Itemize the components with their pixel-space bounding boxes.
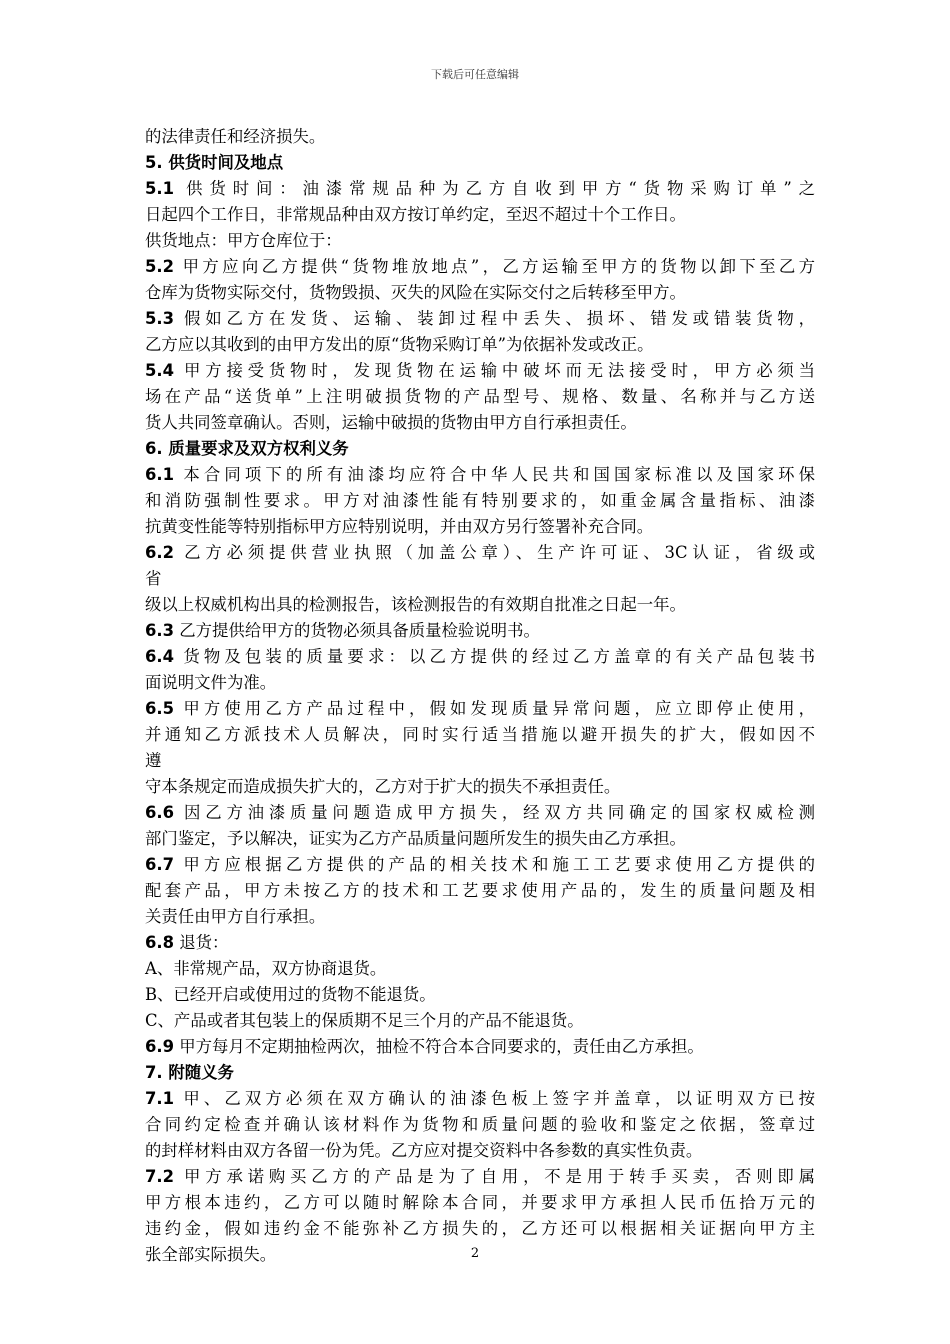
line-text: 货物及包装的质量要求：以乙方提供的经过乙方盖章的有关产品包装书 xyxy=(174,647,815,666)
clause-number: 5. xyxy=(145,153,163,172)
text-line xyxy=(145,670,815,696)
line-text: 退货： xyxy=(174,933,229,952)
text-line xyxy=(145,540,815,566)
line-text: 甲方承诺购买乙方的产品是为了自用，不是用于转手买卖，否则即属 xyxy=(174,1167,815,1186)
line-text: 本合同项下的所有油漆均应符合中华人民共和国国家标准以及国家环保 xyxy=(174,465,815,484)
line-text: 关责任由甲方自行承担。 xyxy=(145,907,326,926)
document-body xyxy=(145,124,815,1268)
line-text: 甲方应向乙方提供“货物堆放地点”，乙方运输至甲方的货物以卸下至乙方 xyxy=(174,257,815,276)
line-text: 遵 xyxy=(145,751,162,770)
text-line xyxy=(145,982,815,1008)
line-text: 乙方必须提供营业执照（加盖公章）、生产许可证、3C认证，省级或 xyxy=(174,543,815,562)
text-line xyxy=(145,566,815,592)
text-line xyxy=(145,904,815,930)
line-text: 守本条规定而造成损失扩大的，乙方对于扩大的损失不承担责任。 xyxy=(145,777,621,796)
line-text: 抗黄变性能等特别指标甲方应特别说明，并由双方另行签署补充合同。 xyxy=(145,517,654,536)
line-text: 甲方接受货物时，发现货物在运输中破坏而无法接受时，甲方必须当 xyxy=(174,361,815,380)
line-text: 场在产品“送货单”上注明破损货物的产品型号、规格、数量、名称并与乙方送 xyxy=(145,387,815,406)
text-line xyxy=(145,878,815,904)
text-line xyxy=(145,1008,815,1034)
clause-number: 7. xyxy=(145,1063,163,1082)
text-line xyxy=(145,592,815,618)
text-line xyxy=(145,1216,815,1242)
text-line xyxy=(145,722,815,748)
text-line xyxy=(145,1138,815,1164)
text-line xyxy=(145,514,815,540)
line-text: 甲方根本违约，乙方可以随时解除本合同，并要求甲方承担人民币伍拾万元的 xyxy=(145,1193,815,1212)
text-line xyxy=(145,774,815,800)
clause-number: 6.5 xyxy=(145,699,175,718)
line-text: 甲方每月不定期抽检两次，抽检不符合本合同要求的，责任由乙方承担。 xyxy=(174,1037,704,1056)
clause-number: 6.2 xyxy=(145,543,175,562)
line-text: 供货地点：甲方仓库位于： xyxy=(145,231,342,250)
text-line xyxy=(145,124,815,150)
text-line xyxy=(145,1112,815,1138)
page-number: 2 xyxy=(470,1246,480,1261)
text-line xyxy=(145,618,815,644)
line-text: 级以上权威机构出具的检测报告，该检测报告的有效期自批准之日起一年。 xyxy=(145,595,686,614)
clause-number: 6.8 xyxy=(145,933,175,952)
text-line xyxy=(145,956,815,982)
line-text: 省 xyxy=(145,569,162,588)
clause-number: 7.2 xyxy=(145,1167,175,1186)
text-line xyxy=(145,202,815,228)
line-text: 因乙方油漆质量问题造成甲方损失，经双方共同确定的国家权威检测 xyxy=(174,803,815,822)
line-text: 部门鉴定，予以解决，证实为乙方产品质量问题所发生的损失由乙方承担。 xyxy=(145,829,686,848)
line-text: A、非常规产品，双方协商退货。 xyxy=(145,959,387,978)
clause-number: 6.3 xyxy=(145,621,175,640)
line-text: B、已经开启或使用过的货物不能退货。 xyxy=(145,985,436,1004)
text-line xyxy=(145,800,815,826)
text-line xyxy=(145,462,815,488)
clause-number: 7.1 xyxy=(145,1089,175,1108)
text-line xyxy=(145,748,815,774)
text-line xyxy=(145,826,815,852)
text-line xyxy=(145,644,815,670)
text-line xyxy=(145,488,815,514)
line-text: 假如乙方在发货、运输、装卸过程中丢失、损坏、错发或错装货物， xyxy=(174,309,815,328)
text-line xyxy=(145,852,815,878)
line-text: 乙方提供给甲方的货物必须具备质量检验说明书。 xyxy=(174,621,540,640)
line-text: 合同约定检查并确认该材料作为货物和质量问题的验收和鉴定之依据，签章过 xyxy=(145,1115,815,1134)
clause-number: 6.9 xyxy=(145,1037,175,1056)
text-line xyxy=(145,696,815,722)
line-text: 违约金，假如违约金不能弥补乙方损失的，乙方还可以根据相关证据向甲方主 xyxy=(145,1219,815,1238)
text-line xyxy=(145,254,815,280)
page-header: 下载后可任意编辑 xyxy=(431,68,519,81)
line-text: 仓库为货物实际交付，货物毁损、灭失的风险在实际交付之后转移至甲方。 xyxy=(145,283,686,302)
line-text: 附随义务 xyxy=(162,1063,234,1082)
text-line xyxy=(145,1086,815,1112)
line-text: 货人共同签章确认。否则，运输中破损的货物由甲方自行承担责任。 xyxy=(145,413,637,432)
line-text: 甲、乙双方必须在双方确认的油漆色板上签字并盖章，以证明双方已按 xyxy=(174,1089,815,1108)
clause-number: 6. xyxy=(145,439,163,458)
text-line xyxy=(145,306,815,332)
text-line xyxy=(145,384,815,410)
line-text: 乙方应以其收到的由甲方发出的原“货物采购订单”为依据补发或改正。 xyxy=(145,335,654,354)
line-text: 日起四个工作日，非常规品种由双方按订单约定，至迟不超过十个工作日。 xyxy=(145,205,686,224)
line-text: 面说明文件为准。 xyxy=(145,673,277,692)
text-line xyxy=(145,1034,815,1060)
line-text: 甲方使用乙方产品过程中，假如发现质量异常问题，应立即停止使用， xyxy=(174,699,815,718)
text-line xyxy=(145,1060,815,1086)
clause-number: 6.6 xyxy=(145,803,175,822)
clause-number: 5.2 xyxy=(145,257,175,276)
line-text: 的封样材料由双方各留一份为凭。乙方应对提交资料中各参数的真实性负责。 xyxy=(145,1141,703,1160)
clause-number: 5.3 xyxy=(145,309,175,328)
line-text: C、产品或者其包装上的保质期不足三个月的产品不能退货。 xyxy=(145,1011,584,1030)
clause-number: 6.4 xyxy=(145,647,175,666)
line-text: 供货时间及地点 xyxy=(162,153,284,172)
line-text: 并通知乙方派技术人员解决，同时实行适当措施以避开损失的扩大，假如因不 xyxy=(145,725,815,744)
text-line xyxy=(145,1190,815,1216)
text-line xyxy=(145,410,815,436)
line-text: 甲方应根据乙方提供的产品的相关技术和施工工艺要求使用乙方提供的 xyxy=(174,855,815,874)
text-line xyxy=(145,228,815,254)
clause-number: 6.7 xyxy=(145,855,175,874)
line-text: 的法律责任和经济损失。 xyxy=(145,127,326,146)
text-line xyxy=(145,930,815,956)
text-line xyxy=(145,332,815,358)
text-line xyxy=(145,1164,815,1190)
text-line xyxy=(145,150,815,176)
text-line xyxy=(145,280,815,306)
line-text: 和消防强制性要求。甲方对油漆性能有特别要求的，如重金属含量指标、油漆 xyxy=(145,491,815,510)
text-line xyxy=(145,358,815,384)
text-line xyxy=(145,176,815,202)
line-text: 质量要求及双方权利义务 xyxy=(162,439,349,458)
line-text: 配套产品，甲方未按乙方的技术和工艺要求使用产品的，发生的质量问题及相 xyxy=(145,881,815,900)
text-line xyxy=(145,436,815,462)
clause-number: 5.4 xyxy=(145,361,175,380)
clause-number: 6.1 xyxy=(145,465,175,484)
line-text: 张全部实际损失。 xyxy=(145,1245,277,1264)
line-text: 供货时间：油漆常规品种为乙方自收到甲方“货物采购订单”之 xyxy=(174,179,815,198)
clause-number: 5.1 xyxy=(145,179,175,198)
